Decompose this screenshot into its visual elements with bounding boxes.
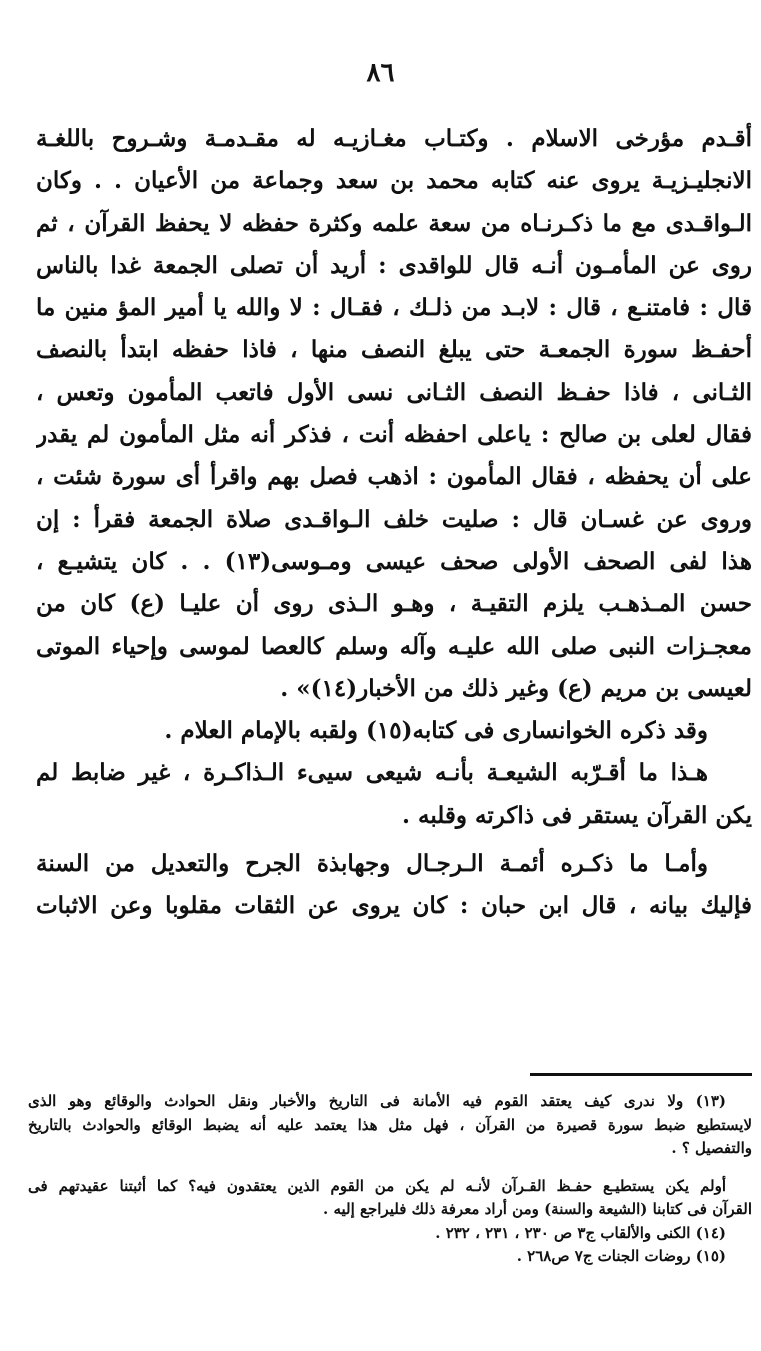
footnote-line: (١٤) الكنى والألقاب ج٣ ص ٢٣٠ ، ٢٣١ ، ٢٣٢ .	[435, 1223, 726, 1242]
footnotes	[28, 1090, 752, 1269]
text-line: فقال لعلى بن صالح : ياعلى احفظه أنت ، فذكر أنه مثل المأمون لم يقدر	[36, 421, 752, 449]
text-line: وأمـا ما ذكـره أئمـة الـرجـال وجهابذة الجرح والتعديل من السنة	[36, 850, 708, 878]
text-line: وقد ذكره الخوانسارى فى كتابه(١٥) ولقبه بالإمام العلام .	[164, 717, 708, 745]
text-line: فإليك بيانه ، قال ابن حبان : كان يروى عن الثقات مقلوبا وعن الاثبات	[36, 892, 752, 920]
text-line: حسن المـذهـب يلزم التقيـة ، وهـو الـذى روى أن عليـا (ع) كان من	[36, 590, 752, 618]
text-line: روى عن المأمـون أنـه قال للواقدى : أريد أن تصلى الجمعة غدا بالناس	[36, 251, 752, 279]
text-line: الثـانى ، فاذا حفـظ النصف الثـانى نسى الأول فاتعب المأمون وتعس ،	[36, 378, 752, 406]
page-number: ٨٦	[366, 58, 395, 88]
footnote-separator	[530, 1073, 752, 1076]
text-line: هـذا ما أقـرّبه الشيعـة بأنـه شيعى سيىء الـذاكـرة ، غير ضابط لم	[36, 759, 708, 787]
main-text	[36, 118, 752, 928]
text-line: معجـزات النبى صلى الله عليـه وآله وسلم كالعصا لموسى وإحياء الموتى	[36, 632, 752, 660]
footnote-line: لايستطيع ضبط سورة قصيرة من القرآن ، فهل مثل هذا يعتمد عليه أنه يضبط الوقائع والحوادث بالتاريخ	[28, 1115, 752, 1134]
footnote-line: والتفصيل ؟ .	[671, 1139, 752, 1157]
text-line: أقـدم مؤرخى الاسلام . وكتـاب مغـازيـه له مقـدمـة وشـروح باللغـة	[36, 125, 752, 152]
text-line: يكن القرآن يستقر فى ذاكرته وقلبه .	[401, 801, 752, 829]
text-line: هذا لفى الصحف الأولى صحف عيسى ومـوسى(١٣) . . كان يتشيـع ،	[36, 547, 752, 575]
text-line: على أن يحفظه ، فقال المأمون : اذهب فصل بهم واقرأ أى سورة شئت ،	[36, 463, 752, 491]
text-line: أحفـظ سورة الجمعـة حتى يبلغ النصف منها ، فاذا حفظه ابتدأ بالنصف	[36, 336, 752, 364]
text-line: وروى عن غسـان قال : صليت خلف الـواقـدى صلاة الجمعة فقرأ : إن	[36, 505, 752, 533]
text-line: الانجليـزيـة يروى عنه كتابه محمد بن سعد وجماعة من الأعيان . . وكان	[36, 167, 752, 195]
footnote-line: القرآن فى كتابنا (الشيعة والسنة) ومن أراد معرفة ذلك فليراجع إليه .	[323, 1200, 752, 1218]
text-line: قال : فامتنـع ، قال : لابـد من ذلـك ، فقـال : لا والله يا أمير المؤ منين ما	[36, 294, 752, 322]
footnote-line: (١٣) ولا ندرى كيف يعتقد القوم فيه الأمانة فى التاريخ والأخبار ونقل الحوادث والوقائع وهو الذى	[28, 1092, 726, 1110]
footnote-line: أولم يكن يستطيـع حفـظ القـرآن لأنـه لم يكن من القوم الذين يعتقدون فيه؟ كما أثبتنا عقيدتهم فى	[28, 1176, 726, 1195]
footnote-line: (١٥) روضات الجنات ج٧ ص٢٦٨ .	[516, 1247, 726, 1265]
text-line: لعيسى بن مريم (ع) وغير ذلك من الأخبار(١٤)» .	[280, 674, 752, 702]
text-line: الـواقـدى مع ما ذكـرنـاه من سعة علمه وكثرة حفظه لا يحفظ القرآن ، ثم	[36, 209, 752, 237]
